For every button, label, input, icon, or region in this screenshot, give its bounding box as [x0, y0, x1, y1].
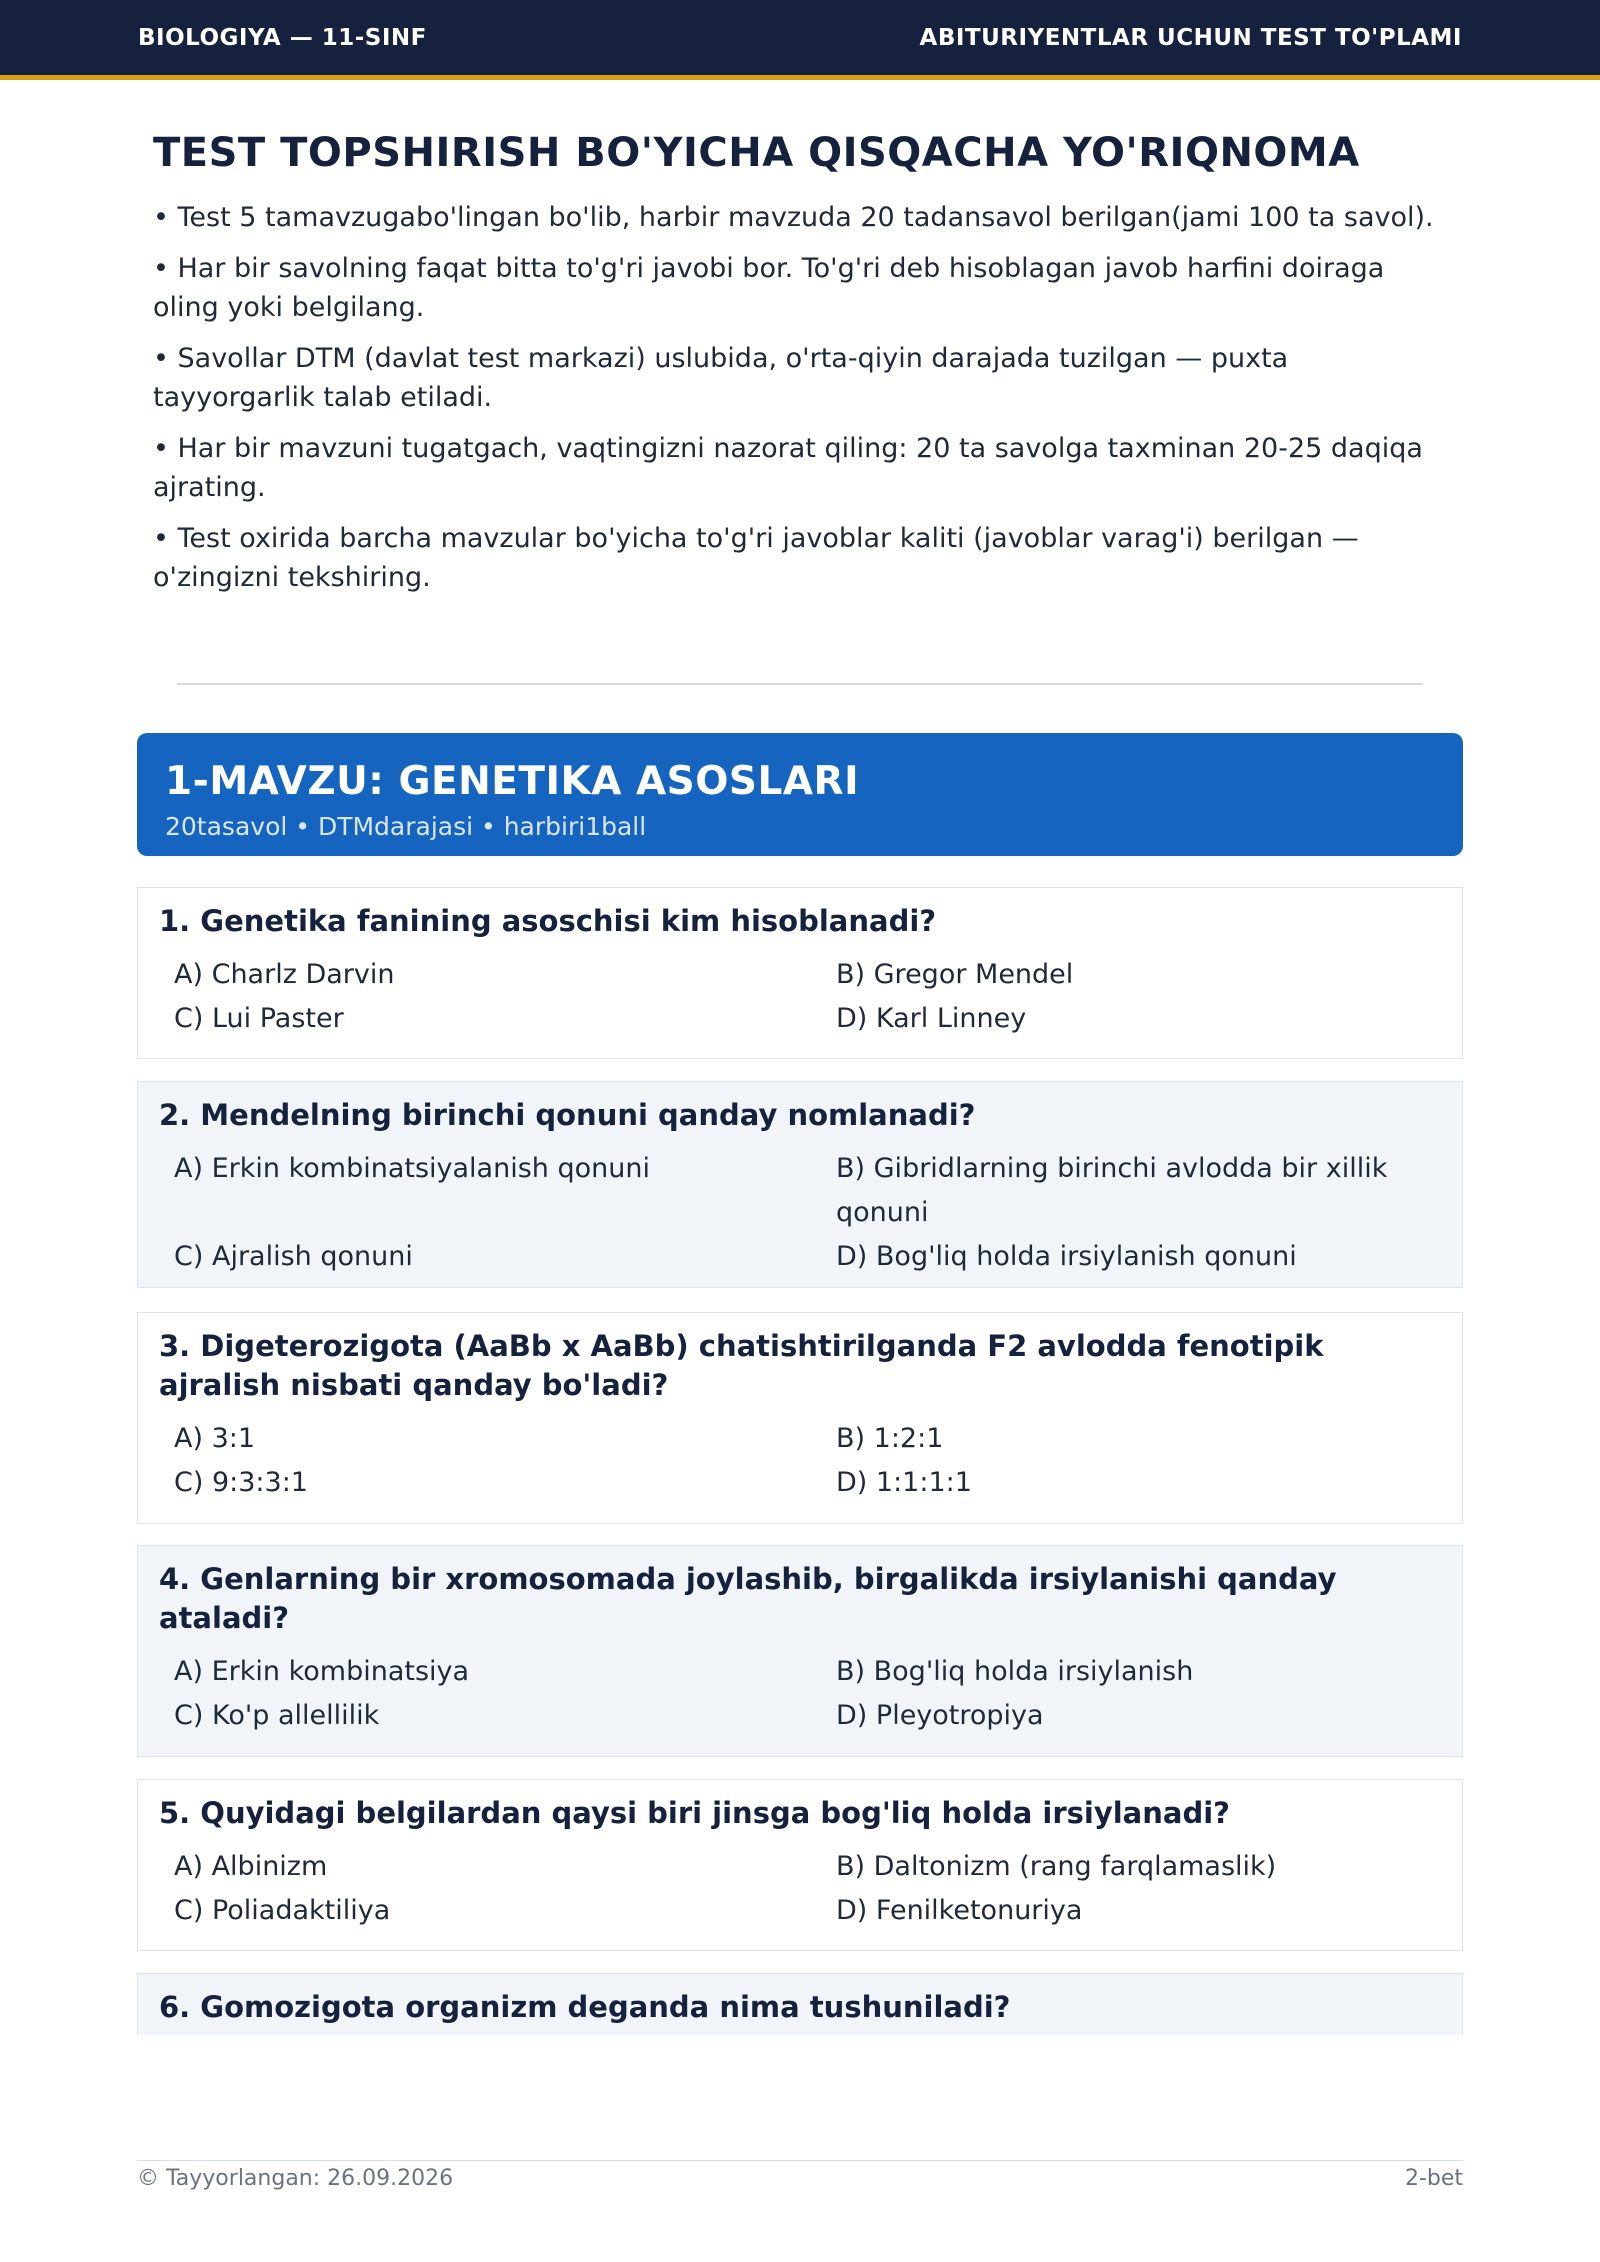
section-divider [177, 683, 1423, 685]
option-d[interactable]: D) 1:1:1:1 [836, 1467, 972, 1498]
page-footer [137, 2166, 1463, 2191]
footer-divider [137, 2160, 1463, 2161]
header-collection-title: ABITURIYENTLAR UCHUN TEST TO'PLAMI [919, 24, 1462, 51]
option-d[interactable]: D) Fenilketonuriya [836, 1895, 1083, 1926]
question-card-4 [137, 1545, 1463, 1757]
question-card-6 [137, 1973, 1463, 2035]
option-d[interactable]: D) Bog'liq holda irsiylanish qonuni [836, 1241, 1297, 1272]
option-d[interactable]: D) Karl Linney [836, 1003, 1027, 1034]
question-text: 6. Gomozigota organizm deganda nima tushuniladi? [159, 1990, 1011, 2024]
instruction-item: • Savollar DTM (davlat test markazi) uslubida, o'rta-qiyin darajada tuzilgan — puxta tayyorgarlik talab etiladi. [153, 343, 1289, 413]
question-text: 1. Genetika fanining asoschisi kim hisoblanadi? [159, 904, 937, 938]
option-b[interactable]: B) Gibridlarning birinchi avlodda bir xillik qonuni [836, 1153, 1388, 1228]
instructions-title: TEST TOPSHIRISH BO'YICHA QISQACHA YO'RIQNOMA [153, 130, 1360, 176]
instruction-item: • Test oxirida barcha mavzular bo'yicha to'g'ri javoblar kaliti (javoblar varag'i) berilgan — o'zingizni tekshiring. [153, 523, 1359, 593]
question-text: 5. Quyidagi belgilardan qaysi biri jinsga bog'liq holda irsiylanadi? [159, 1796, 1230, 1830]
topic-header [137, 733, 1463, 856]
instructions-section [153, 130, 1443, 609]
option-c[interactable]: C) 9:3:3:1 [174, 1467, 308, 1498]
answer-options [159, 1845, 1441, 1933]
option-b[interactable]: B) Gregor Mendel [836, 959, 1074, 990]
option-a[interactable]: A) Albinizm [174, 1851, 328, 1882]
option-b[interactable]: B) Bog'liq holda irsiylanish [836, 1656, 1194, 1687]
question-card-1 [137, 887, 1463, 1059]
answer-options [159, 1147, 1441, 1279]
page-header [0, 0, 1600, 80]
question-text: 2. Mendelning birinchi qonuni qanday nomlanadi? [159, 1098, 976, 1132]
answer-options [159, 1650, 1441, 1738]
option-a[interactable]: A) Charlz Darvin [174, 959, 395, 990]
instruction-item: • Test 5 tamavzugabo'lingan bo'lib, harbir mavzuda 20 tadansavol berilgan(jami 100 ta savol). [153, 202, 1434, 233]
question-card-2 [137, 1081, 1463, 1288]
option-c[interactable]: C) Lui Paster [174, 1003, 344, 1034]
option-c[interactable]: C) Ko'p allellilik [174, 1700, 380, 1731]
option-a[interactable]: A) Erkin kombinatsiyalanish qonuni [174, 1153, 650, 1184]
question-text: 3. Digeterozigota (AaBb x AaBb) chatishtirilganda F2 avlodda fenotipik ajralish nisbati qanday bo'ladi? [159, 1329, 1324, 1402]
question-card-5 [137, 1779, 1463, 1951]
option-b[interactable]: B) Daltonizm (rang farqlamaslik) [836, 1851, 1277, 1882]
option-b[interactable]: B) 1:2:1 [836, 1423, 944, 1454]
question-card-3 [137, 1312, 1463, 1524]
answer-options [159, 953, 1441, 1041]
option-d[interactable]: D) Pleyotropiya [836, 1700, 1044, 1731]
page-number: 2-bet [1404, 2166, 1463, 2191]
prepared-date: © Tayyorlangan: 26.09.2026 [137, 2166, 454, 2191]
topic-subtitle: 20tasavol • DTMdarajasi • harbiri1ball [165, 812, 647, 841]
instruction-item: • Har bir mavzuni tugatgach, vaqtingizni nazorat qiling: 20 ta savolga taxminan 20-25 daqiqa ajrating. [153, 433, 1423, 503]
option-c[interactable]: C) Poliadaktiliya [174, 1895, 391, 1926]
topic-title: 1-MAVZU: GENETIKA ASOSLARI [165, 759, 860, 804]
question-text: 4. Genlarning bir xromosomada joylashib, birgalikda irsiylanishi qanday ataladi? [159, 1562, 1337, 1635]
option-a[interactable]: A) Erkin kombinatsiya [174, 1656, 470, 1687]
option-c[interactable]: C) Ajralish qonuni [174, 1241, 413, 1272]
instruction-item: • Har bir savolning faqat bitta to'g'ri javobi bor. To'g'ri deb hisoblagan javob harfini doiraga oling yoki belgilang. [153, 253, 1385, 323]
answer-options [159, 1417, 1441, 1505]
option-a[interactable]: A) 3:1 [174, 1423, 256, 1454]
header-subject: BIOLOGIYA — 11-SINF [138, 24, 427, 51]
